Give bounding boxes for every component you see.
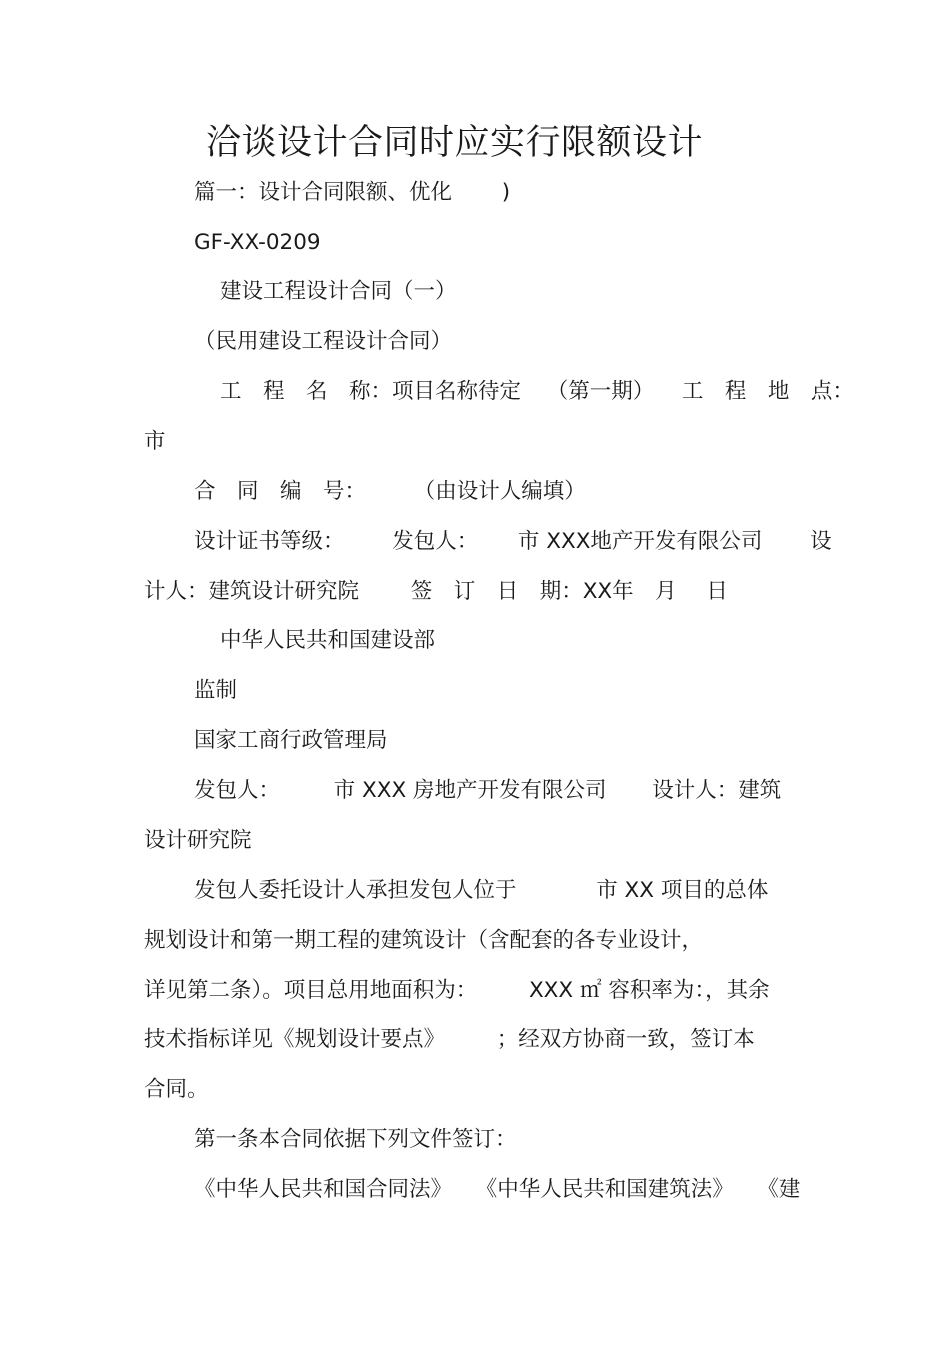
project-name-line bbox=[220, 377, 854, 407]
law-construction: 《中华人民共和国建筑法》 bbox=[475, 1177, 734, 1202]
employer-label-2: 发包人： bbox=[194, 778, 281, 803]
paragraph-1-text-a: 发包人委托设计人承担发包人位于 bbox=[194, 878, 517, 903]
contract-name: 建设工程设计合同（一） bbox=[220, 279, 457, 304]
certificate-label: 设计证书等级： bbox=[194, 529, 345, 554]
designer-label-end: 计人：建筑设计研究院 bbox=[144, 579, 360, 604]
section-heading bbox=[194, 178, 510, 208]
designer-label-2: 设计人：建筑 bbox=[652, 778, 782, 803]
contract-number-value: （由设计人编填） bbox=[413, 479, 586, 504]
law-contract: 《中华人民共和国合同法》 bbox=[194, 1177, 453, 1202]
authority-2: 国家工商行政管理局 bbox=[194, 728, 388, 753]
section-heading-paren: ) bbox=[501, 180, 511, 205]
paragraph-1-line-5: 合同。 bbox=[144, 1077, 209, 1102]
contract-number-line bbox=[194, 477, 586, 507]
section-heading-text: 篇一：设计合同限额、优化 bbox=[194, 180, 453, 205]
paragraph-1-line-1 bbox=[194, 876, 768, 906]
paragraph-1-line-4 bbox=[144, 1025, 755, 1055]
article-1-laws bbox=[194, 1175, 800, 1205]
paragraph-1-text-e: 技术指标详见《规划设计要点》 bbox=[144, 1027, 446, 1052]
land-area: XXX ㎡ bbox=[528, 978, 602, 1003]
employer-name-2: 市 XXX 房地产开发有限公司 bbox=[333, 778, 607, 803]
employer-name: 市 XXX地产开发有限公司 bbox=[517, 529, 763, 554]
paragraph-1-text-d: 容积率为：，其余 bbox=[608, 978, 770, 1003]
paragraph-1-line-3 bbox=[144, 976, 770, 1006]
designer-name-2: 设计研究院 bbox=[144, 828, 252, 853]
authority-supervision: 监制 bbox=[194, 678, 238, 703]
project-name-label: 工 程 名 称：项目名称待定 bbox=[220, 379, 522, 404]
paragraph-1-text-b: 市 XX 项目的总体 bbox=[596, 878, 769, 903]
parties-line bbox=[194, 776, 781, 806]
law-next-start: 《建 bbox=[757, 1177, 801, 1202]
paragraph-1-text-f: ；经双方协商一致，签订本 bbox=[496, 1027, 755, 1052]
project-phase: （第一期） bbox=[546, 379, 655, 404]
project-location-value: 市 bbox=[144, 429, 166, 454]
sign-date: 签 订 日 期：XX年 月 bbox=[410, 579, 677, 604]
authority-1: 中华人民共和国建设部 bbox=[220, 628, 436, 653]
sign-date-day: 日 bbox=[706, 579, 728, 604]
contract-code: GF-XX-0209 bbox=[194, 230, 321, 255]
article-1-heading: 第一条本合同依据下列文件签订： bbox=[194, 1127, 517, 1152]
contract-subtitle: （民用建设工程设计合同） bbox=[194, 329, 453, 354]
certificate-line bbox=[194, 527, 832, 557]
contract-number-label: 合 同 编 号： bbox=[194, 479, 367, 504]
paragraph-1-text-c: 详见第二条）。项目总用地面积为： bbox=[144, 978, 478, 1003]
designer-label-start: 设 bbox=[810, 529, 832, 554]
employer-label: 发包人： bbox=[392, 529, 479, 554]
paragraph-1-line-2: 规划设计和第一期工程的建筑设计（含配套的各专业设计， bbox=[144, 928, 704, 953]
designer-date-line bbox=[144, 577, 728, 607]
document-title: 洽谈设计合同时应实行限额设计 bbox=[206, 123, 704, 163]
project-location-label: 工 程 地 点： bbox=[681, 379, 854, 404]
